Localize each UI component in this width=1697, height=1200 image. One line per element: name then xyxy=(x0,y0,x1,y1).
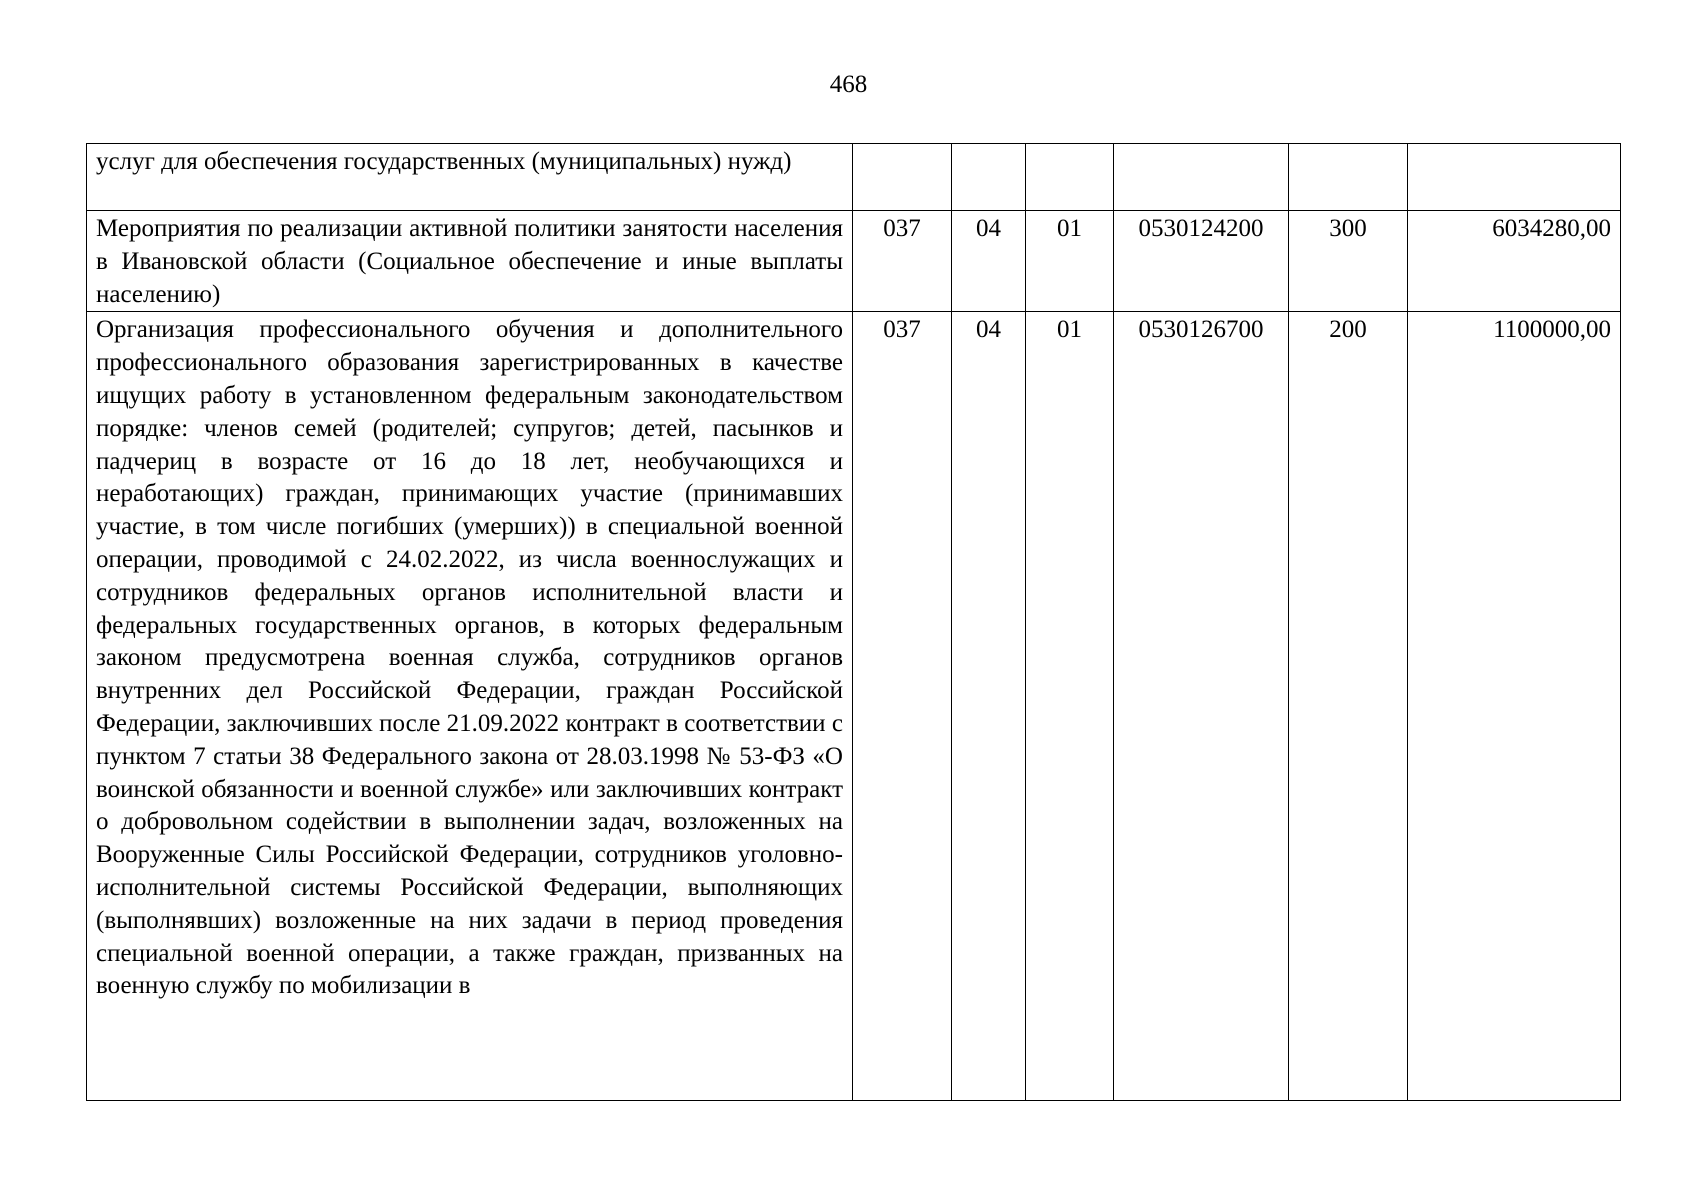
row-description: услуг для обеспечения государственных (муниципальных) нужд) xyxy=(87,144,853,211)
row-amount xyxy=(1408,144,1621,211)
row-grbs-code: 037 xyxy=(853,211,952,312)
row-subsection-code: 01 xyxy=(1026,312,1114,1101)
page-number: 468 xyxy=(829,71,868,98)
row-section-code: 04 xyxy=(952,312,1026,1101)
row-description: Организация профессионального обучения и дополнительного профессионального образования зарегистрированных в качестве ищущих работу в установленном федеральным законодательством порядке: членов семей (родителей; супругов; детей, пасынков и падчериц в возрасте от 16 до 18 лет, необучающихся и неработающих) граждан, принимающих участие (принимавших участие, в том числе погибших (умерших)) в специальной военной операции, проводимой с 24.02.2022, из числа военнослужащих и сотрудников федеральных органов исполнительной власти и федеральных государственных органов, в которых федеральным законом предусмотрена военная служба, сотрудников органов внутренних дел Российской Федерации, граждан Российской Федерации, заключивших после 21.09.2022 контракт в соответствии с пунктом 7 статьи 38 Федерального закона от 28.03.1998 № 53-ФЗ «О воинской обязанности и военной службе» или заключивших контракт о добровольном содействии в выполнении задач, возложенных на Вооруженные Силы Российской Федерации, сотрудников уголовно-исполнительной системы Российской Федерации, выполняющих (выполнявших) возложенные на них задачи в период проведения специальной военной операции, а также граждан, призванных на военную службу по мобилизации в xyxy=(87,312,853,1101)
row-target-article-code: 0530126700 xyxy=(1114,312,1289,1101)
row-expense-type-code xyxy=(1289,144,1408,211)
row-expense-type-code: 300 xyxy=(1289,211,1408,312)
row-subsection-code xyxy=(1026,144,1114,211)
table-row xyxy=(87,312,1621,1101)
row-description: Мероприятия по реализации активной политики занятости населения в Ивановской области (Социальное обеспечение и иные выплаты населению) xyxy=(87,211,853,312)
row-subsection-code: 01 xyxy=(1026,211,1114,312)
row-section-code: 04 xyxy=(952,211,1026,312)
row-grbs-code: 037 xyxy=(853,312,952,1101)
row-target-article-code: 0530124200 xyxy=(1114,211,1289,312)
row-expense-type-code: 200 xyxy=(1289,312,1408,1101)
budget-table xyxy=(86,143,1621,1101)
row-target-article-code xyxy=(1114,144,1289,211)
row-grbs-code xyxy=(853,144,952,211)
table-row xyxy=(87,211,1621,312)
table-row xyxy=(87,144,1621,211)
row-amount: 1100000,00 xyxy=(1408,312,1621,1101)
row-section-code xyxy=(952,144,1026,211)
row-amount: 6034280,00 xyxy=(1408,211,1621,312)
